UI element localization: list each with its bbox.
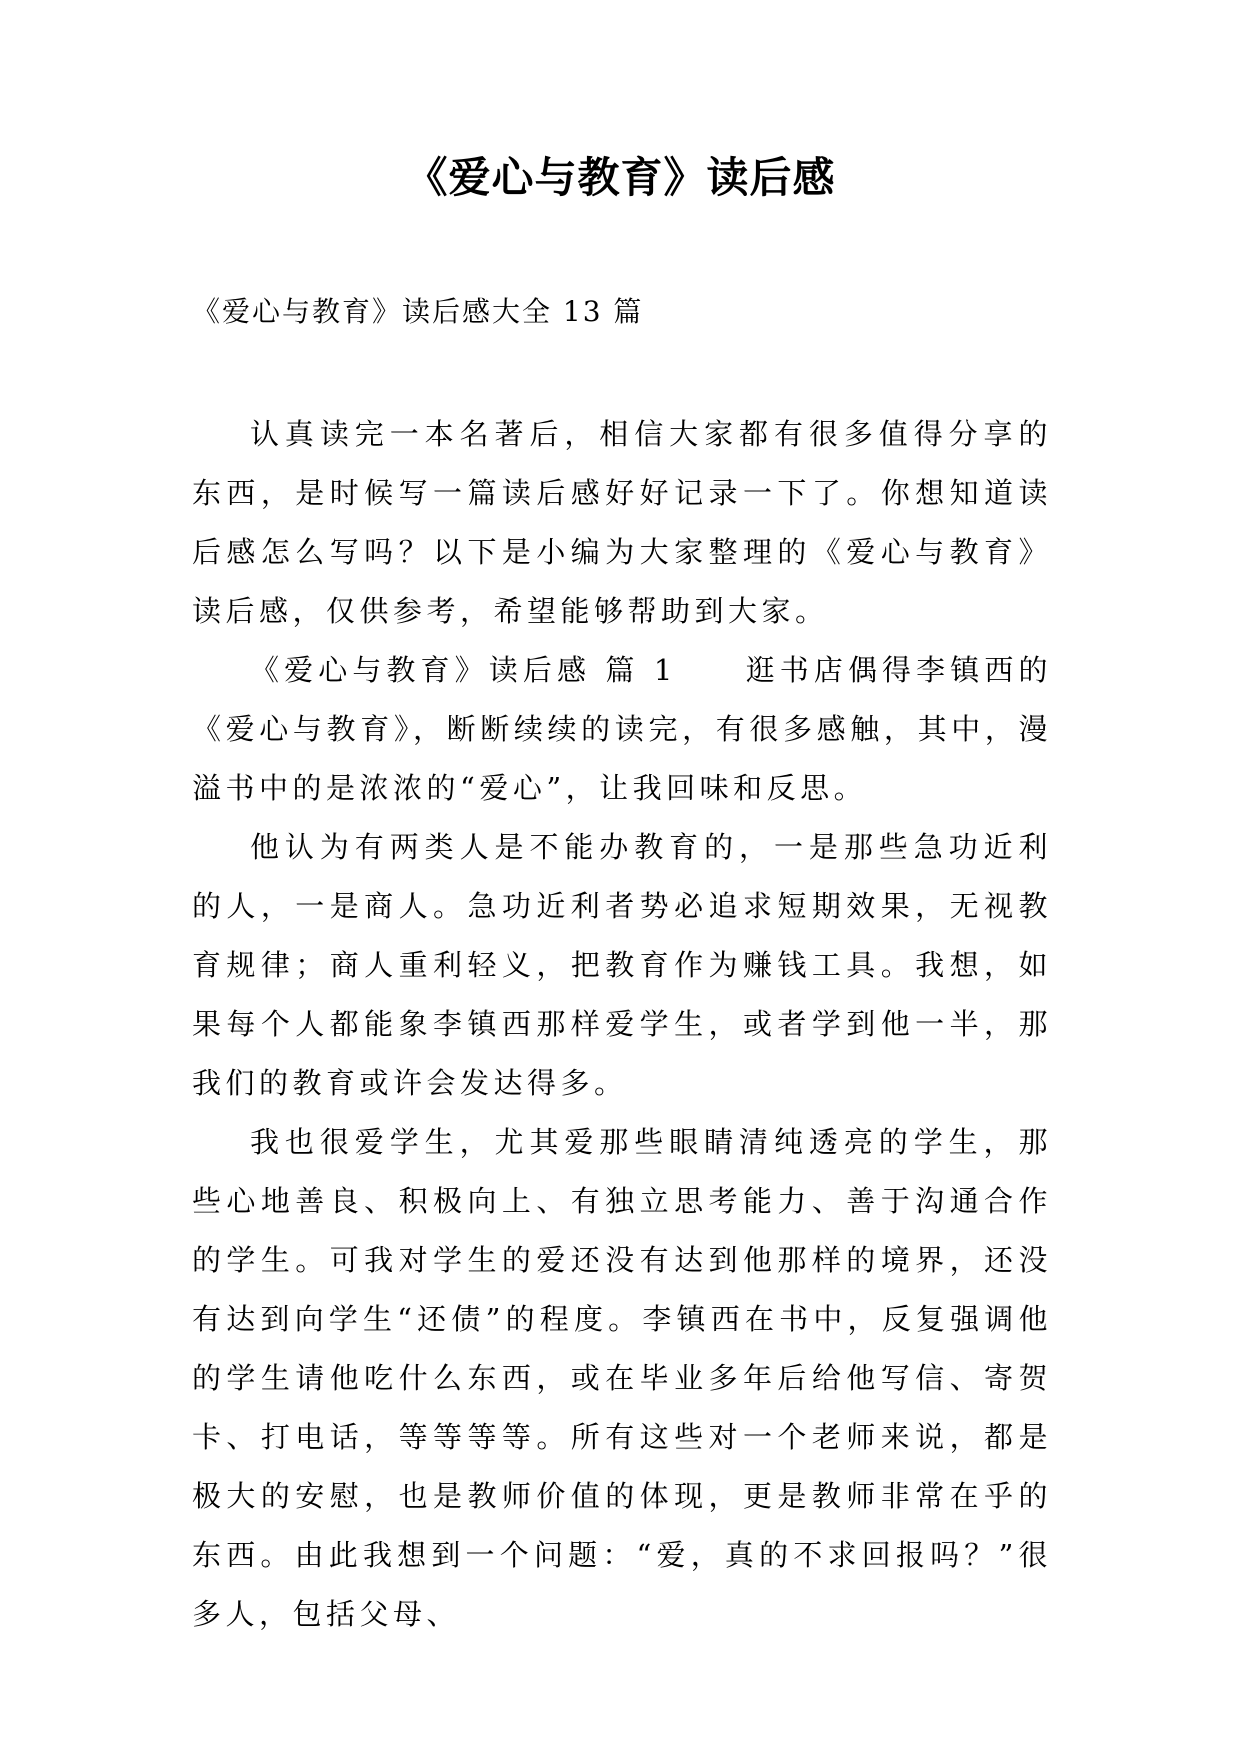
paragraph-love-students: 我也很爱学生，尤其爱那些眼睛清纯透亮的学生，那些心地善良、积极向上、有独立思考能力、善于沟通合作的学生。可我对学生的爱还没有达到他那样的境界，还没有达到向学生“还债”的程度。李镇西在书中，反复强调他的学生请他吃什么东西，或在毕业多年后给他写信、寄贺卡、打电话，等等等等。所有这些对一个老师来说，都是极大的安慰，也是教师价值的体现，更是教师非常在乎的东西。由此我想到一个问题：“爱，真的不求回报吗？”很多人，包括父母、	[192, 1125, 1052, 1631]
document-body	[192, 405, 1052, 1644]
paragraph-intro: 认真读完一本名著后，相信大家都有很多值得分享的东西，是时候写一篇读后感好好记录一下了。你想知道读后感怎么写吗？以下是小编为大家整理的《爱心与教育》读后感，仅供参考，希望能够帮助到大家。	[192, 417, 1052, 628]
document-title: 《爱心与教育》读后感	[405, 153, 836, 202]
paragraph-article-1-opening: 《爱心与教育》读后感 篇 1 逛书店偶得李镇西的《爱心与教育》，断断续续的读完，有很多感触，其中，漫溢书中的是浓浓的“爱心”，让我回味和反思。	[192, 653, 1052, 805]
paragraph-two-types: 他认为有两类人是不能办教育的，一是那些急功近利的人，一是商人。急功近利者势必追求短期效果，无视教育规律；商人重利轻义，把教育作为赚钱工具。我想，如果每个人都能象李镇西那样爱学生，或者学到他一半，那我们的教育或许会发达得多。	[192, 830, 1052, 1100]
document-subtitle: 《爱心与教育》读后感大全 13 篇	[192, 295, 644, 328]
